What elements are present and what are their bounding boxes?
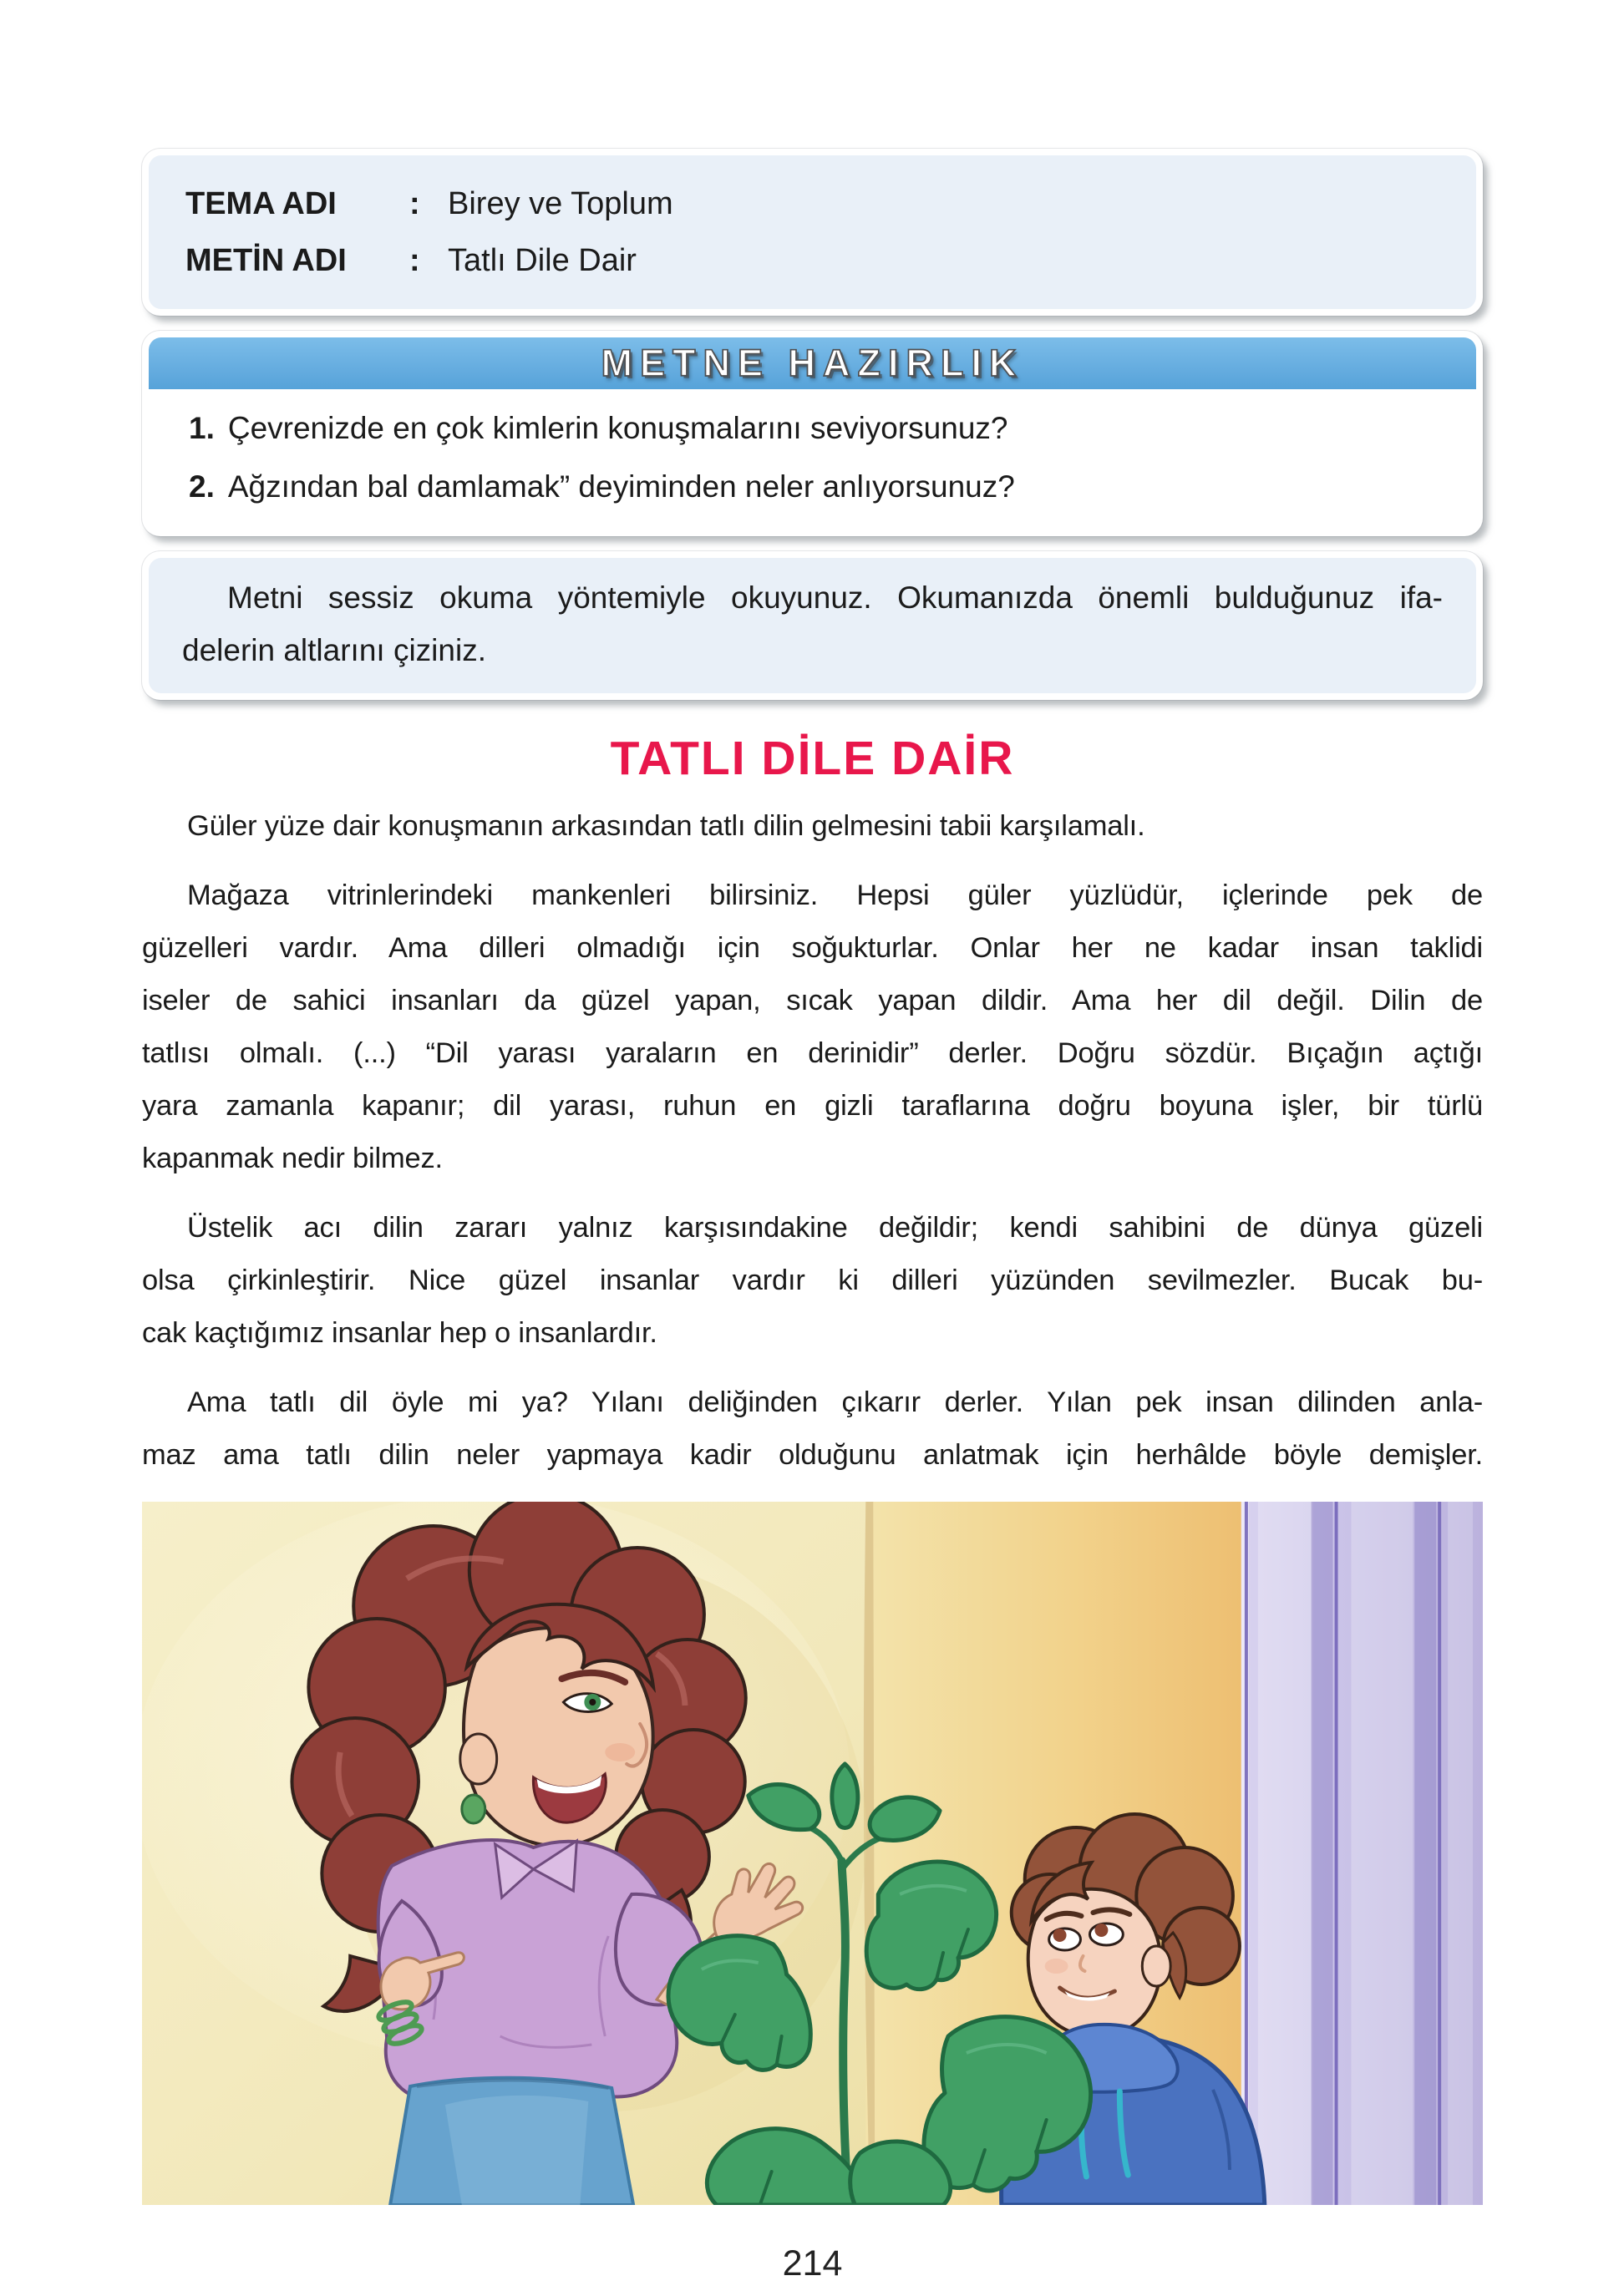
text-line: cak kaçtığımız insanlar hep o insanlardır. — [142, 1317, 657, 1349]
instruction-box-pane — [149, 558, 1476, 693]
metin-adi-label: METİN ADI — [185, 243, 347, 278]
prep-title: METNE HAZIRLIK — [601, 342, 1024, 384]
tema-adi-value: Birey ve Toplum — [448, 186, 673, 221]
question-2-text: Ağzından bal damlamak” deyiminden neler anlıyorsunuz? — [227, 469, 1015, 504]
text-line: maz ama tatlı dilin neler yapmaya kadir olduğunu anlatmak için herhâlde böyle demişler. — [142, 1439, 1483, 1471]
illustration-woman-boy-plant — [142, 1502, 1483, 2205]
page-number: 214 — [782, 2243, 843, 2283]
paragraph-2 — [142, 869, 1483, 1185]
article-title: TATLI DİLE DAİR — [610, 732, 1015, 785]
prep-title-band — [149, 337, 1476, 389]
article-body — [142, 800, 1483, 1482]
text-line: Mağaza vitrinlerindeki mankenleri bilirsiniz. Hepsi güler yüzlüdür, içlerinde pek de — [187, 879, 1483, 911]
text-line: Güler yüze dair konuşmanın arkasından tatlı dilin gelmesini tabii karşılamalı. — [187, 810, 1145, 842]
prep-question-1 — [149, 409, 1476, 448]
prep-question-2 — [149, 468, 1476, 506]
woman-skirt-highlight — [445, 2096, 588, 2205]
woman-cheek-blush — [605, 1743, 635, 1761]
question-2-number: 2. — [189, 469, 215, 504]
page-content — [142, 149, 1483, 2284]
text-line: güzelleri vardır. Ama dilleri olmadığı için soğukturlar. Onlar her ne kadar insan taklidi — [142, 932, 1483, 964]
woman-earring — [462, 1795, 485, 1823]
woman-eye-pupil — [589, 1699, 596, 1706]
text-line: iseler de sahici insanları da güzel yapan, sıcak yapan dildir. Ama her dil değil. Dilin de — [142, 985, 1483, 1016]
question-1-number: 1. — [189, 411, 215, 445]
boy-ear — [1142, 1946, 1170, 1986]
metin-adi-colon: : — [409, 243, 420, 278]
text-line: kapanmak nedir bilmez. — [142, 1143, 443, 1174]
prep-box-pane — [149, 337, 1476, 530]
illustration-figure — [142, 1502, 1483, 2205]
instruction-box — [142, 551, 1483, 700]
paragraph-1 — [142, 800, 1483, 853]
prep-box — [142, 331, 1483, 536]
instruction-line: Metni sessiz okuma yöntemiyle okuyunuz. Okumanızda önemli bulduğunuz ifa- — [227, 580, 1443, 615]
meta-box-pane — [149, 155, 1476, 309]
curtain — [1241, 1502, 1483, 2205]
paragraph-3 — [142, 1202, 1483, 1360]
text-line: olsa çirkinleştirir. Nice güzel insanlar vardır ki dilleri yüzünden sevilmezler. Bucak bu- — [142, 1265, 1483, 1296]
metin-adi-value: Tatlı Dile Dair — [448, 243, 637, 278]
question-1-text: Çevrenizde en çok kimlerin konuşmalarını seviyorsunuz? — [227, 411, 1008, 445]
plant-stem — [841, 1861, 848, 2205]
paragraph-4 — [142, 1376, 1483, 1482]
meta-row-metin — [185, 232, 1439, 289]
meta-box — [142, 149, 1483, 316]
tema-adi-colon: : — [409, 186, 420, 221]
boy-cheek-blush — [1045, 1959, 1068, 1974]
boy-eye-iris — [1094, 1923, 1108, 1937]
text-line: yara zamanla kapanır; dil yarası, ruhun en gizli taraflarına doğru boyuna işler, bir türlü — [142, 1090, 1483, 1122]
text-line: tatlısı olmalı. (...) “Dil yarası yaraların en derinidir” derler. Doğru sözdür. Bıçağın açtığı — [142, 1037, 1483, 1069]
boy-eye-iris — [1053, 1929, 1067, 1942]
instruction-line: delerin altlarını çiziniz. — [182, 633, 486, 667]
text-line: Üstelik acı dilin zararı yalnız karşısındakine değildir; kendi sahibini de dünya güzeli — [187, 1212, 1483, 1244]
text-line: Ama tatlı dil öyle mi ya? Yılanı deliğinden çıkarır derler. Yılan pek insan dilinden anla- — [187, 1386, 1483, 1418]
tema-adi-label: TEMA ADI — [185, 186, 337, 221]
meta-row-tema — [185, 175, 1439, 232]
woman-ear — [460, 1734, 497, 1784]
